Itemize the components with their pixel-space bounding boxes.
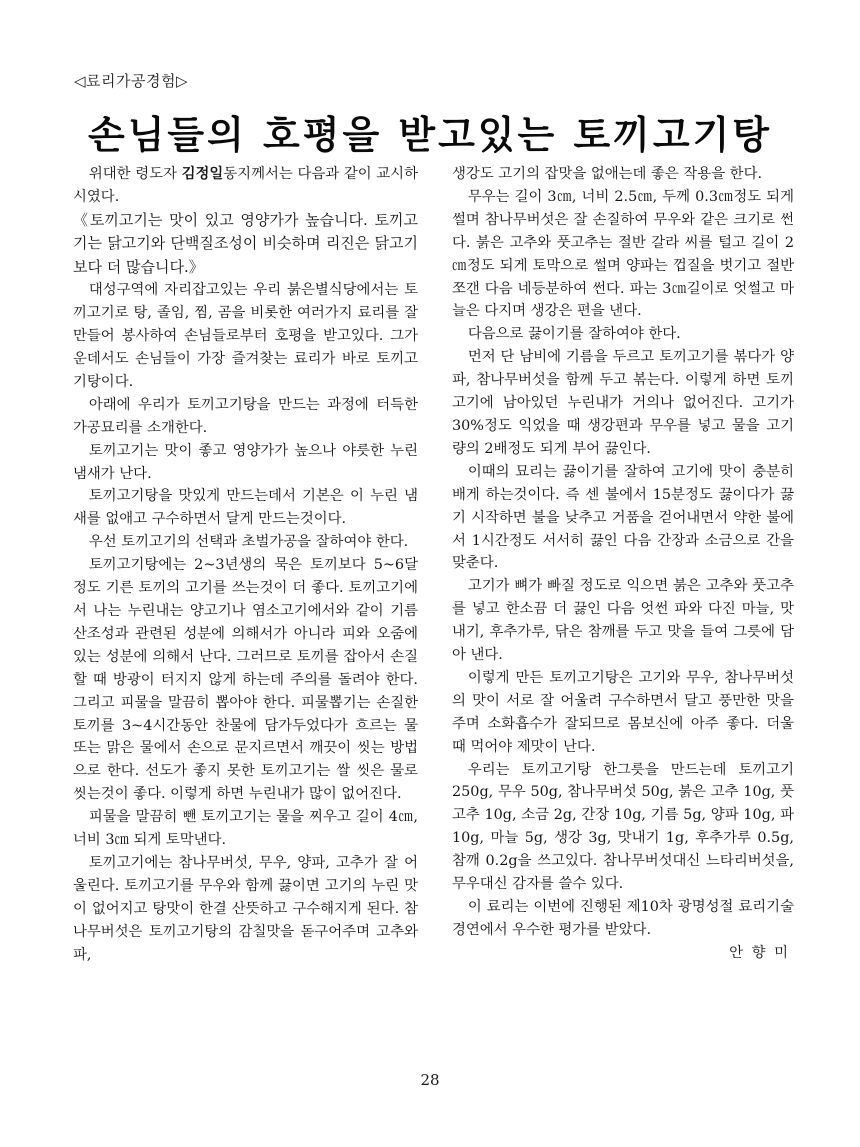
body-paragraph: 아래에 우리가 토끼고기탕을 만드는 과정에 터득한 가공묘리를 소개한다. [73,396,418,436]
intro-text-end: 동지께서는 다음과 같이 교시하시였다. [73,166,418,205]
body-paragraph: 토끼고기에는 참나무버섯, 무우, 양파, 고추가 잘 어울린다. 토끼고기를 무우와 함께 끓이면 고기의 누린 맛이 없어지고 탕맛이 한결 산뜻하고 구수해지게 된다. 참나무버섯은 토끼고기탕의 감칠맛을 돋구어주며 고추와 파, [73,854,418,963]
quote-paragraph: 《토끼고기는 맛이 있고 영양가가 높습니다. 토끼고기는 닭고기와 단백질조성이 비슷하며 리진은 닭고기보다 더 많습니다.》 [73,210,418,276]
body-paragraph: 토끼고기탕에는 2~3년생의 묵은 토끼보다 5~6달정도 기른 토끼의 고기를 쓰는것이 더 좋다. 토끼고기에서 나는 누린내는 양고기나 염소고기에서와 같이 기름산조성과 관련된 성분에 의해서가 아니라 피와 오줌에 있는 성분에 의해서 난다. 그러므로 토끼를 잡아서 손질할 때 방광이 터지지 않게 하는데 주의를 돌려야 한다. 그리고 피물을 말끔히 뽑아야 한다. 피물뽑기는 손질한 토끼를 3~4시간동안 찬물에 담가두었다가 흐르는 물 또는 맑은 물에서 손으로 문지르면서 깨끗이 씻는 방법으로 한다. 선도가 좋지 못한 토끼고기는 쌀 씻은 물로 씻는것이 좋다. 이렇게 하면 누린내가 많이 없어진다. [73,557,418,803]
body-paragraph: 우리는 토끼고기탕 한그릇을 만드는데 토끼고기 250g, 무우 50g, 참나무버섯 50g, 붉은 고추 10g, 풋고추 10g, 소금 2g, 간장 10g, 기름 5g, 양파 10g, 파 10g, 마늘 5g, 생강 3g, 맛내기 1g, 후추가루 0.5g, 참깨 0.2g을 쓰고있다. 참나무버섯대신 느타리버섯을, 무우대신 감자를 쓸수 있다. [452,761,794,893]
section-tag: ◁료리가공경험▷ [74,72,189,90]
body-paragraph: 이 료리는 이번에 진행된 제10차 광명성절 료리기술경연에서 우수한 평가를 받았다. [452,899,794,938]
intro-paragraph [73,163,418,209]
author-signature: 안 향 미 [729,944,790,961]
body-paragraph: 토끼고기탕을 맛있게 만드는데서 기본은 이 누린 냄새를 없애고 구수하면서 달게 만드는것이다. [73,488,418,528]
body-paragraph: 이렇게 만든 토끼고기탕은 고기와 무우, 참나무버섯의 맛이 서로 잘 어울려 구수하면서 달고 풍만한 맛을 주며 소화흡수가 잘되므로 몸보신에 아주 좋다. 더울 때 먹어야 제맛이 난다. [452,669,794,755]
body-paragraph: 우선 토끼고기의 선택과 초벌가공을 잘하여야 한다. [88,534,409,551]
body-paragraph: 피물을 말끔히 뺀 토끼고기는 물을 찌우고 길이 4㎝, 너비 3㎝ 되게 토막낸다. [73,809,418,849]
body-paragraph: 이때의 묘리는 끓이기를 잘하여 고기에 맛이 충분히 배게 하는것이다. 즉 센 불에서 15분정도 끓이다가 끓기 시작하면 불을 낮추고 거품을 걷어내면서 약한 불에서 1시간정도 서서히 끓인 다음 간장과 소금으로 간을 맞춘다. [452,463,794,572]
leader-name: 김정일 [181,166,224,182]
continued-paragraph: 생강도 고기의 잡맛을 없애는데 좋은 작용을 한다. [452,166,763,182]
body-paragraph: 고기가 뼈가 빠질 정도로 익으면 붉은 고추와 풋고추를 넣고 한소끔 더 끓인 다음 엇썬 파와 다진 마늘, 맛내기, 후추가루, 닦은 참깨를 두고 맛을 들여 그릇에 담아 낸다. [452,578,794,664]
body-paragraph: 대성구역에 자리잡고있는 우리 붉은별식당에서는 토끼고기로 탕, 졸임, 찜, 곰을 비롯한 여러가지 료리를 잘 만들어 봉사하여 손님들로부터 호평을 받고있다. 그가운데서도 손님들이 가장 즐겨찾는 료리가 바로 토끼고기탕이다. [73,282,418,390]
left-column [73,163,418,967]
body-paragraph: 토끼고기는 맛이 좋고 영양가가 높으나 야릇한 누린 냄새가 난다. [73,442,418,482]
right-column [452,163,794,965]
body-paragraph: 무우는 길이 3㎝, 너비 2.5㎝, 두께 0.3㎝정도 되게 썰며 참나무버섯은 잘 손질하여 무우와 같은 크기로 썬다. 붉은 고추와 풋고추는 절반 갈라 씨를 털고 길이 2㎝정도 되게 토막으로 썰며 양파는 껍질을 벗기고 절반 쪼갠 다음 네등분하여 썬다. 파는 3㎝길이로 엇썰고 마늘은 다지며 생강은 편을 낸다. [452,188,794,320]
body-paragraph: 먼저 단 남비에 기름을 두르고 토끼고기를 볶다가 양파, 참나무버섯을 함께 두고 볶는다. 이렇게 하면 토끼고기에 남아있던 누린내가 거의나 없어진다. 고기가 30%정도 익었을 때 생강편과 무우를 넣고 물을 고기량의 2배정도 되게 부어 끓인다. [452,349,794,457]
article-title: 손님들의 호평을 받고있는 토끼고기탕 [87,113,773,157]
intro-text: 위대한 령도자 [88,166,182,182]
body-paragraph: 다음으로 끓이기를 잘하여야 한다. [467,326,681,343]
page-number: 28 [420,1071,440,1089]
